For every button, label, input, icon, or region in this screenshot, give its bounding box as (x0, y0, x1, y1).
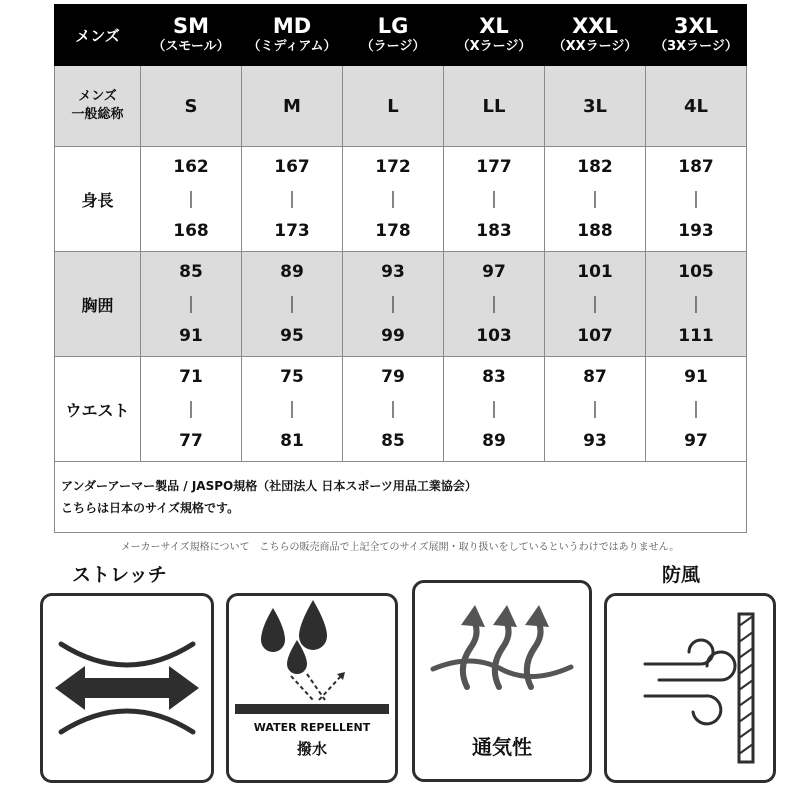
range-separator: | (693, 189, 699, 209)
water-repellent-en: WATER REPELLENT (253, 721, 371, 734)
range-separator: | (188, 294, 194, 314)
range-separator: | (188, 399, 194, 419)
range-min: 91 (684, 367, 708, 387)
measurement-cell (141, 147, 242, 252)
water-repellent-box (226, 593, 398, 783)
range-min: 93 (381, 262, 405, 282)
general-size: M (242, 66, 343, 147)
size-reading: （3Xラージ） (654, 39, 738, 54)
measurement-cell (545, 252, 646, 357)
measurement-cell (444, 147, 545, 252)
range-max: 89 (482, 431, 506, 451)
measurement-cell (242, 357, 343, 462)
measurement-cell (444, 357, 545, 462)
range-max: 111 (678, 326, 714, 346)
range-min: 177 (476, 157, 512, 177)
range-separator: | (390, 189, 396, 209)
measurement-cell (141, 252, 242, 357)
range-min: 85 (179, 262, 203, 282)
range-max: 168 (173, 221, 209, 241)
range-max: 107 (577, 326, 613, 346)
disclaimer: メーカーサイズ規格について こちらの販売商品で上記全てのサイズ展開・取り扱いをしているというわけではありません。 (120, 542, 680, 553)
measurement-cell (545, 147, 646, 252)
range-min: 182 (577, 157, 613, 177)
range-max: 91 (179, 326, 203, 346)
size-code: SM (172, 14, 210, 38)
range-separator: | (491, 399, 497, 419)
measurement-label: 胸囲 (55, 252, 141, 357)
measurement-label: ウエスト (55, 357, 141, 462)
stretch-box (40, 593, 214, 783)
size-header (444, 5, 545, 66)
size-code: LG (377, 14, 409, 38)
size-header (343, 5, 444, 66)
range-min: 97 (482, 262, 506, 282)
range-separator: | (592, 399, 598, 419)
note-line: アンダーアーマー製品 / JASPO規格（社団法人 日本スポーツ用品工業協会） (61, 479, 477, 493)
chest-row (55, 252, 747, 357)
range-min: 89 (280, 262, 304, 282)
measurement-cell (343, 252, 444, 357)
range-max: 173 (274, 221, 310, 241)
range-min: 79 (381, 367, 405, 387)
range-separator: | (390, 294, 396, 314)
measurement-cell (646, 252, 747, 357)
waist-row (55, 357, 747, 462)
range-separator: | (289, 399, 295, 419)
size-header (545, 5, 646, 66)
measurement-cell (343, 357, 444, 462)
header-row (55, 5, 747, 66)
windproof-title: 防風 (662, 564, 701, 586)
range-min: 75 (280, 367, 304, 387)
size-header (646, 5, 747, 66)
header-corner: メンズ (55, 5, 141, 66)
range-min: 101 (577, 262, 613, 282)
size-reading: （ラージ） (360, 39, 426, 54)
size-reading: （XXラージ） (552, 39, 638, 54)
range-separator: | (592, 294, 598, 314)
stretch-icon (43, 596, 211, 780)
range-min: 167 (274, 157, 310, 177)
note-line: こちらは日本のサイズ規格です。 (61, 501, 240, 515)
size-table (54, 4, 747, 533)
general-size: 4L (646, 66, 747, 147)
size-code: XXL (572, 14, 618, 38)
range-max: 183 (476, 221, 512, 241)
range-max: 93 (583, 431, 607, 451)
general-size-row (55, 66, 747, 147)
range-max: 188 (577, 221, 613, 241)
breathability-label: 通気性 (472, 735, 532, 759)
measurement-cell (646, 357, 747, 462)
size-code: 3XL (673, 14, 719, 38)
range-min: 87 (583, 367, 607, 387)
wind-icon (607, 596, 773, 780)
measurement-cell (141, 357, 242, 462)
range-max: 193 (678, 221, 714, 241)
range-min: 71 (179, 367, 203, 387)
size-code: XL (479, 14, 509, 38)
range-max: 77 (179, 431, 203, 451)
measurement-cell (545, 357, 646, 462)
size-header (141, 5, 242, 66)
range-max: 99 (381, 326, 405, 346)
measurement-cell (242, 147, 343, 252)
size-reading: （Xラージ） (456, 39, 532, 54)
range-max: 178 (375, 221, 411, 241)
range-separator: | (491, 294, 497, 314)
measurement-cell (444, 252, 545, 357)
measurement-cell (242, 252, 343, 357)
measurement-cell (646, 147, 747, 252)
size-chart (54, 4, 746, 533)
general-label-line: 一般総称 (71, 107, 124, 122)
range-max: 97 (684, 431, 708, 451)
range-min: 83 (482, 367, 506, 387)
general-size: S (141, 66, 242, 147)
range-separator: | (289, 294, 295, 314)
general-size: L (343, 66, 444, 147)
range-separator: | (693, 294, 699, 314)
range-max: 95 (280, 326, 304, 346)
note-cell (55, 462, 747, 533)
windproof-box (604, 593, 776, 783)
general-label-line: メンズ (78, 89, 117, 104)
general-size: LL (444, 66, 545, 147)
stretch-title: ストレッチ (72, 564, 167, 586)
range-separator: | (390, 399, 396, 419)
height-row (55, 147, 747, 252)
breathability-box (412, 580, 592, 782)
general-label (55, 66, 141, 147)
size-code: MD (272, 14, 312, 38)
range-max: 81 (280, 431, 304, 451)
range-min: 162 (173, 157, 209, 177)
size-reading: （ミディアム） (247, 39, 337, 54)
range-max: 85 (381, 431, 405, 451)
range-min: 172 (375, 157, 411, 177)
note-row (55, 462, 747, 533)
range-max: 103 (476, 326, 512, 346)
range-min: 187 (678, 157, 714, 177)
range-separator: | (289, 189, 295, 209)
range-separator: | (491, 189, 497, 209)
measurement-label: 身長 (55, 147, 141, 252)
general-size: 3L (545, 66, 646, 147)
size-header (242, 5, 343, 66)
size-reading: （スモール） (152, 39, 230, 54)
range-separator: | (592, 189, 598, 209)
water-repellent-jp: 撥水 (296, 740, 327, 758)
range-separator: | (188, 189, 194, 209)
range-min: 105 (678, 262, 714, 282)
range-separator: | (693, 399, 699, 419)
measurement-cell (343, 147, 444, 252)
